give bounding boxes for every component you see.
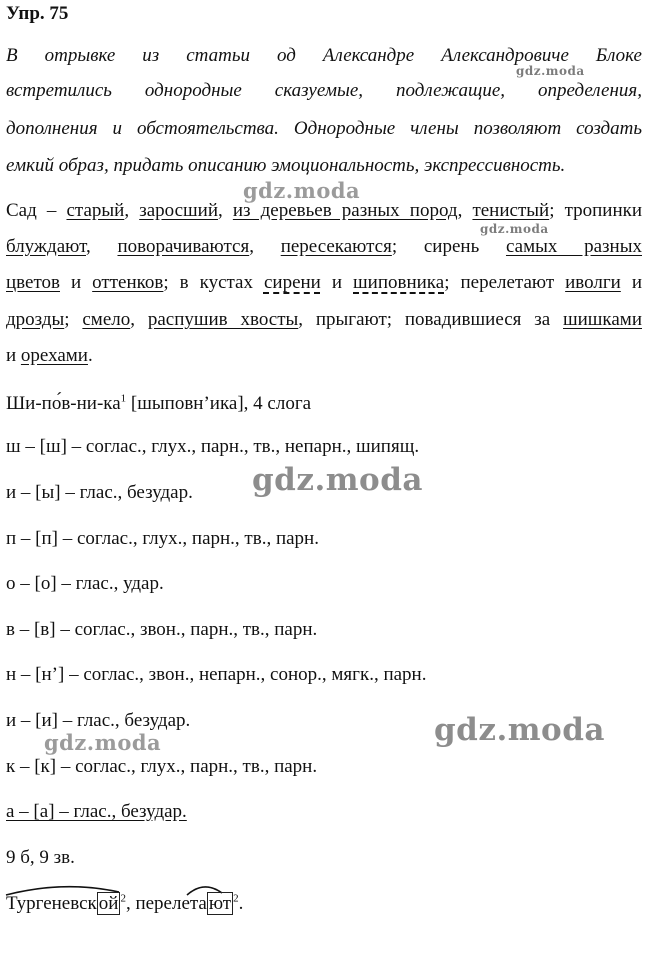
passage-line-4: дрозды; смело, распушив хвосты, прыгают; повадившиеся за шишками — [6, 309, 642, 330]
intro-line-2: встретились однородные сказуемые, подлежащие, определения, — [6, 80, 642, 101]
phonetic-line: о – [о] – глас., удар. — [6, 573, 164, 594]
phonetic-line: п – [п] – соглас., глух., парн., тв., парн. — [6, 528, 319, 549]
word-analysis-heading: $Ши-по́в-ни-ка^1$ [шыповн’ика], 4 слога — [6, 392, 312, 414]
watermark: gdz.moda — [480, 222, 549, 236]
watermark: gdz.moda — [434, 712, 605, 748]
passage-line-1: Сад – старый, заросший, из деревьев разных пород, тенистый; тропинки — [6, 200, 643, 221]
phonetic-line: и – [ы] – глас., безудар. — [6, 482, 193, 503]
intro-line-1: В отрывке из статьи од Александре Александровиче Блоке — [6, 45, 642, 66]
watermark: gdz.moda — [516, 64, 585, 78]
ending-box: ой — [98, 893, 119, 914]
passage-line-2: блуждают, поворачиваются, пересекаются; сирень самых разных — [6, 236, 642, 257]
exercise-title: Упр. 75 — [6, 3, 69, 24]
morpheme-analysis: Тургеневск ой $^2$, перелета ют $^2$. — [6, 892, 244, 914]
watermark: gdz.moda — [243, 178, 361, 203]
passage-line-3: цветов и оттенков; в кустах сирени и шиповника; перелетают иволги и — [6, 272, 642, 293]
watermark: gdz.moda — [44, 730, 162, 755]
phonetic-line: и – [и] – глас., безудар. — [6, 710, 191, 731]
phonetic-line: к – [к] – соглас., глух., парн., тв., парн. — [6, 756, 318, 777]
ending-box: ют — [208, 893, 232, 914]
sound-letter-count: 9 б, 9 зв. — [6, 847, 75, 868]
passage-line-5: и орехами. — [6, 345, 93, 366]
phonetic-line: н – [н’] – соглас., звон., непарн., сонор., мягк., парн. — [6, 664, 427, 685]
intro-line-4: емкий образ, придать описанию эмоциональность, экспрессивность. — [6, 155, 566, 176]
phonetic-line: ш – [ш] – соглас., глух., парн., тв., непарн., шипящ. — [6, 436, 420, 457]
phonetic-line: а – [а] – глас., безудар. — [6, 801, 187, 822]
phonetic-line: в – [в] – соглас., звон., парн., тв., парн. — [6, 619, 318, 640]
intro-line-3: дополнения и обстоятельства. Однородные члены позволяют создать — [6, 118, 642, 139]
watermark: gdz.moda — [252, 462, 423, 498]
